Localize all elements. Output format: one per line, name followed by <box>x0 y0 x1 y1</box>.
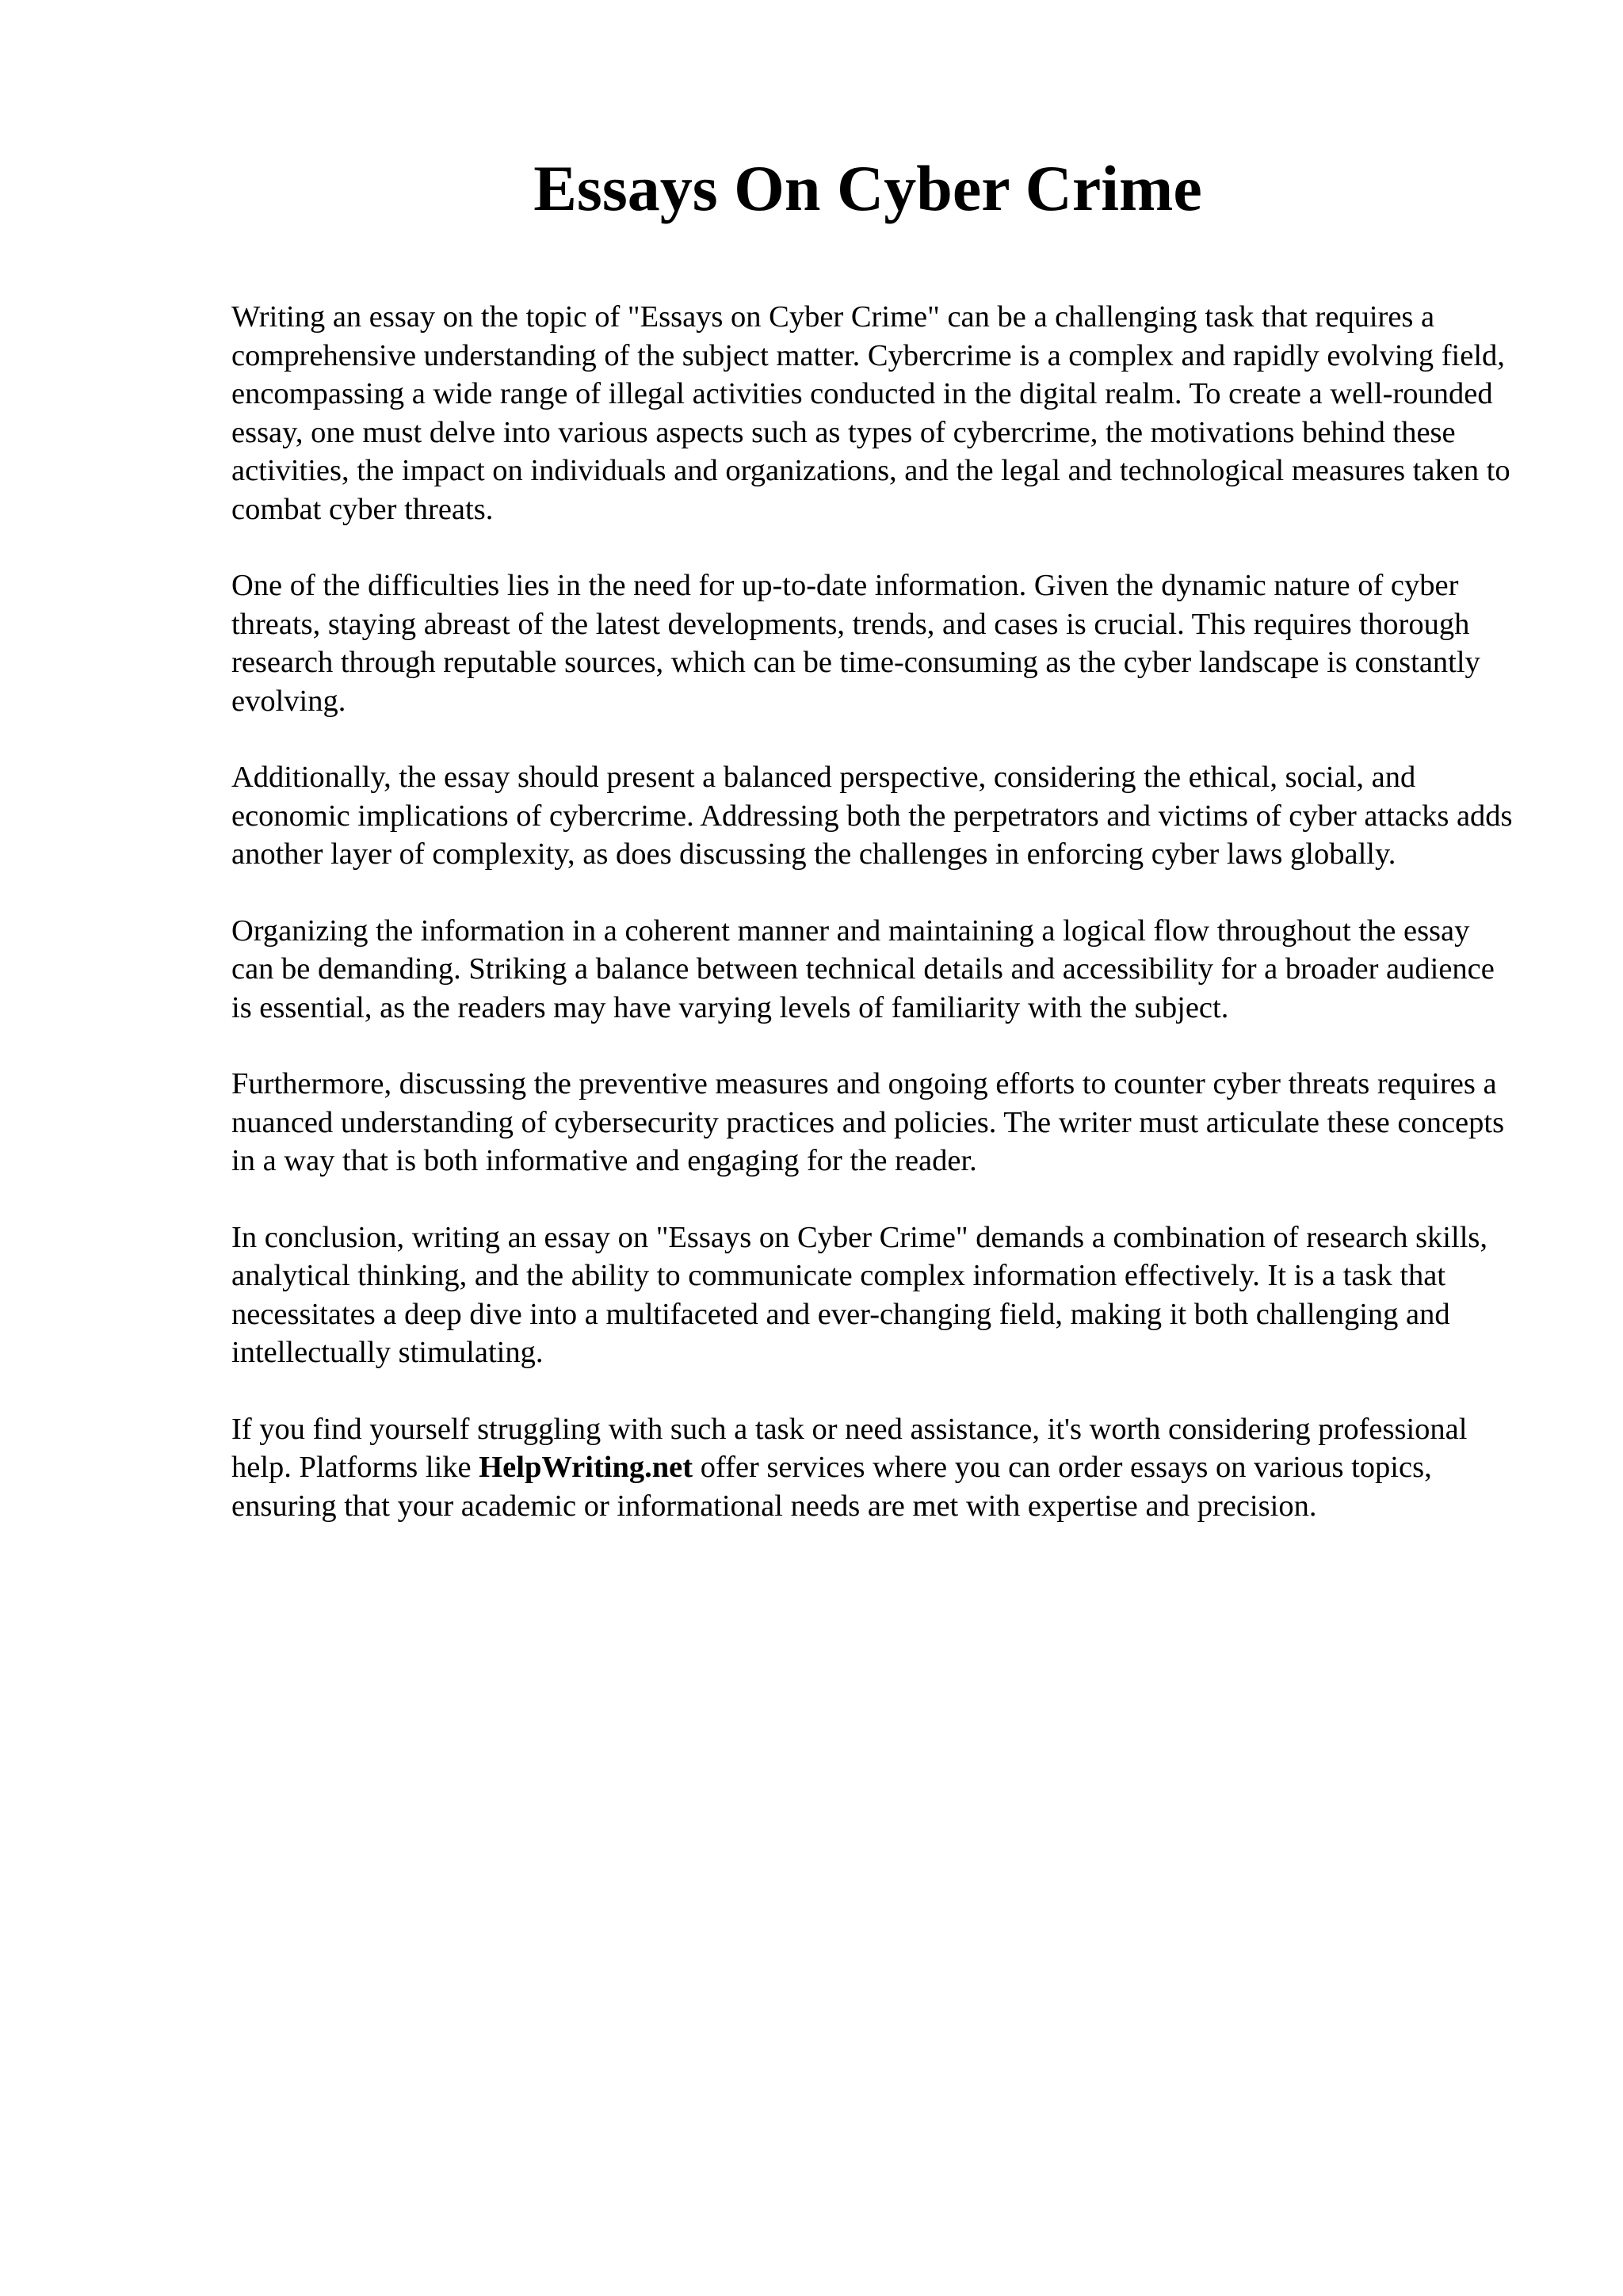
paragraph-difficulties: One of the difficulties lies in the need for up-to-date information. Given the dynamic nature of cyber threats, staying abreast of the latest developments, trends, and cases is crucial. This requires thorough research through reputable sources, which can be time-consuming as the cyber landscape is constantly evolving. <box>231 569 1480 718</box>
paragraph-conclusion: In conclusion, writing an essay on "Essays on Cyber Crime" demands a combination of research skills, analytical thinking, and the ability to communicate complex information effectively. It is a task that necessitates a deep dive into a multifaceted and ever-changing field, making it both challenging and intellectually stimulating. <box>231 1220 1488 1369</box>
paragraph-prevention: Furthermore, discussing the preventive measures and ongoing efforts to counter cyber threats requires a nuanced understanding of cybersecurity practices and policies. The writer must articulate these concepts in a way that is both informative and engaging for the reader. <box>231 1067 1505 1177</box>
essay-body <box>231 298 1515 1563</box>
closing-text-after: offer services where you can order essays on various topics, ensuring that your academic or informational needs are met with expertise and precision. <box>231 1451 1432 1523</box>
paragraph-organization: Organizing the information in a coherent manner and maintaining a logical flow throughout the essay can be demanding. Striking a balance between technical details and accessibility for a broader audience is essential, as the readers may have varying levels of familiarity with the subject. <box>231 913 1495 1024</box>
helpwriting-brand: HelpWriting.net <box>479 1451 693 1484</box>
page-title: Essays On Cyber Crime <box>533 152 1202 224</box>
paragraph-perspective: Additionally, the essay should present a balanced perspective, considering the ethical, social, and economic implications of cybercrime. Addressing both the perpetrators and victims of cyber attacks adds another layer of complexity, as does discussing the challenges in enforcing cyber laws globally. <box>231 761 1513 871</box>
paragraph-closing <box>231 1410 1515 1526</box>
closing-text-before: If you find yourself struggling with such a task or need assistance, it's worth considering professional help. Platforms like <box>231 1412 1468 1484</box>
paragraph-intro: Writing an essay on the topic of "Essays on Cyber Crime" can be a challenging task that requires a comprehensive understanding of the subject matter. Cybercrime is a complex and rapidly evolving field, encompassing a wide range of illegal activities conducted in the digital realm. To create a well-rounded essay, one must delve into various aspects such as types of cybercrime, the motivations behind these activities, the impact on individuals and organizations, and the legal and technological measures taken to combat cyber threats. <box>231 300 1510 526</box>
